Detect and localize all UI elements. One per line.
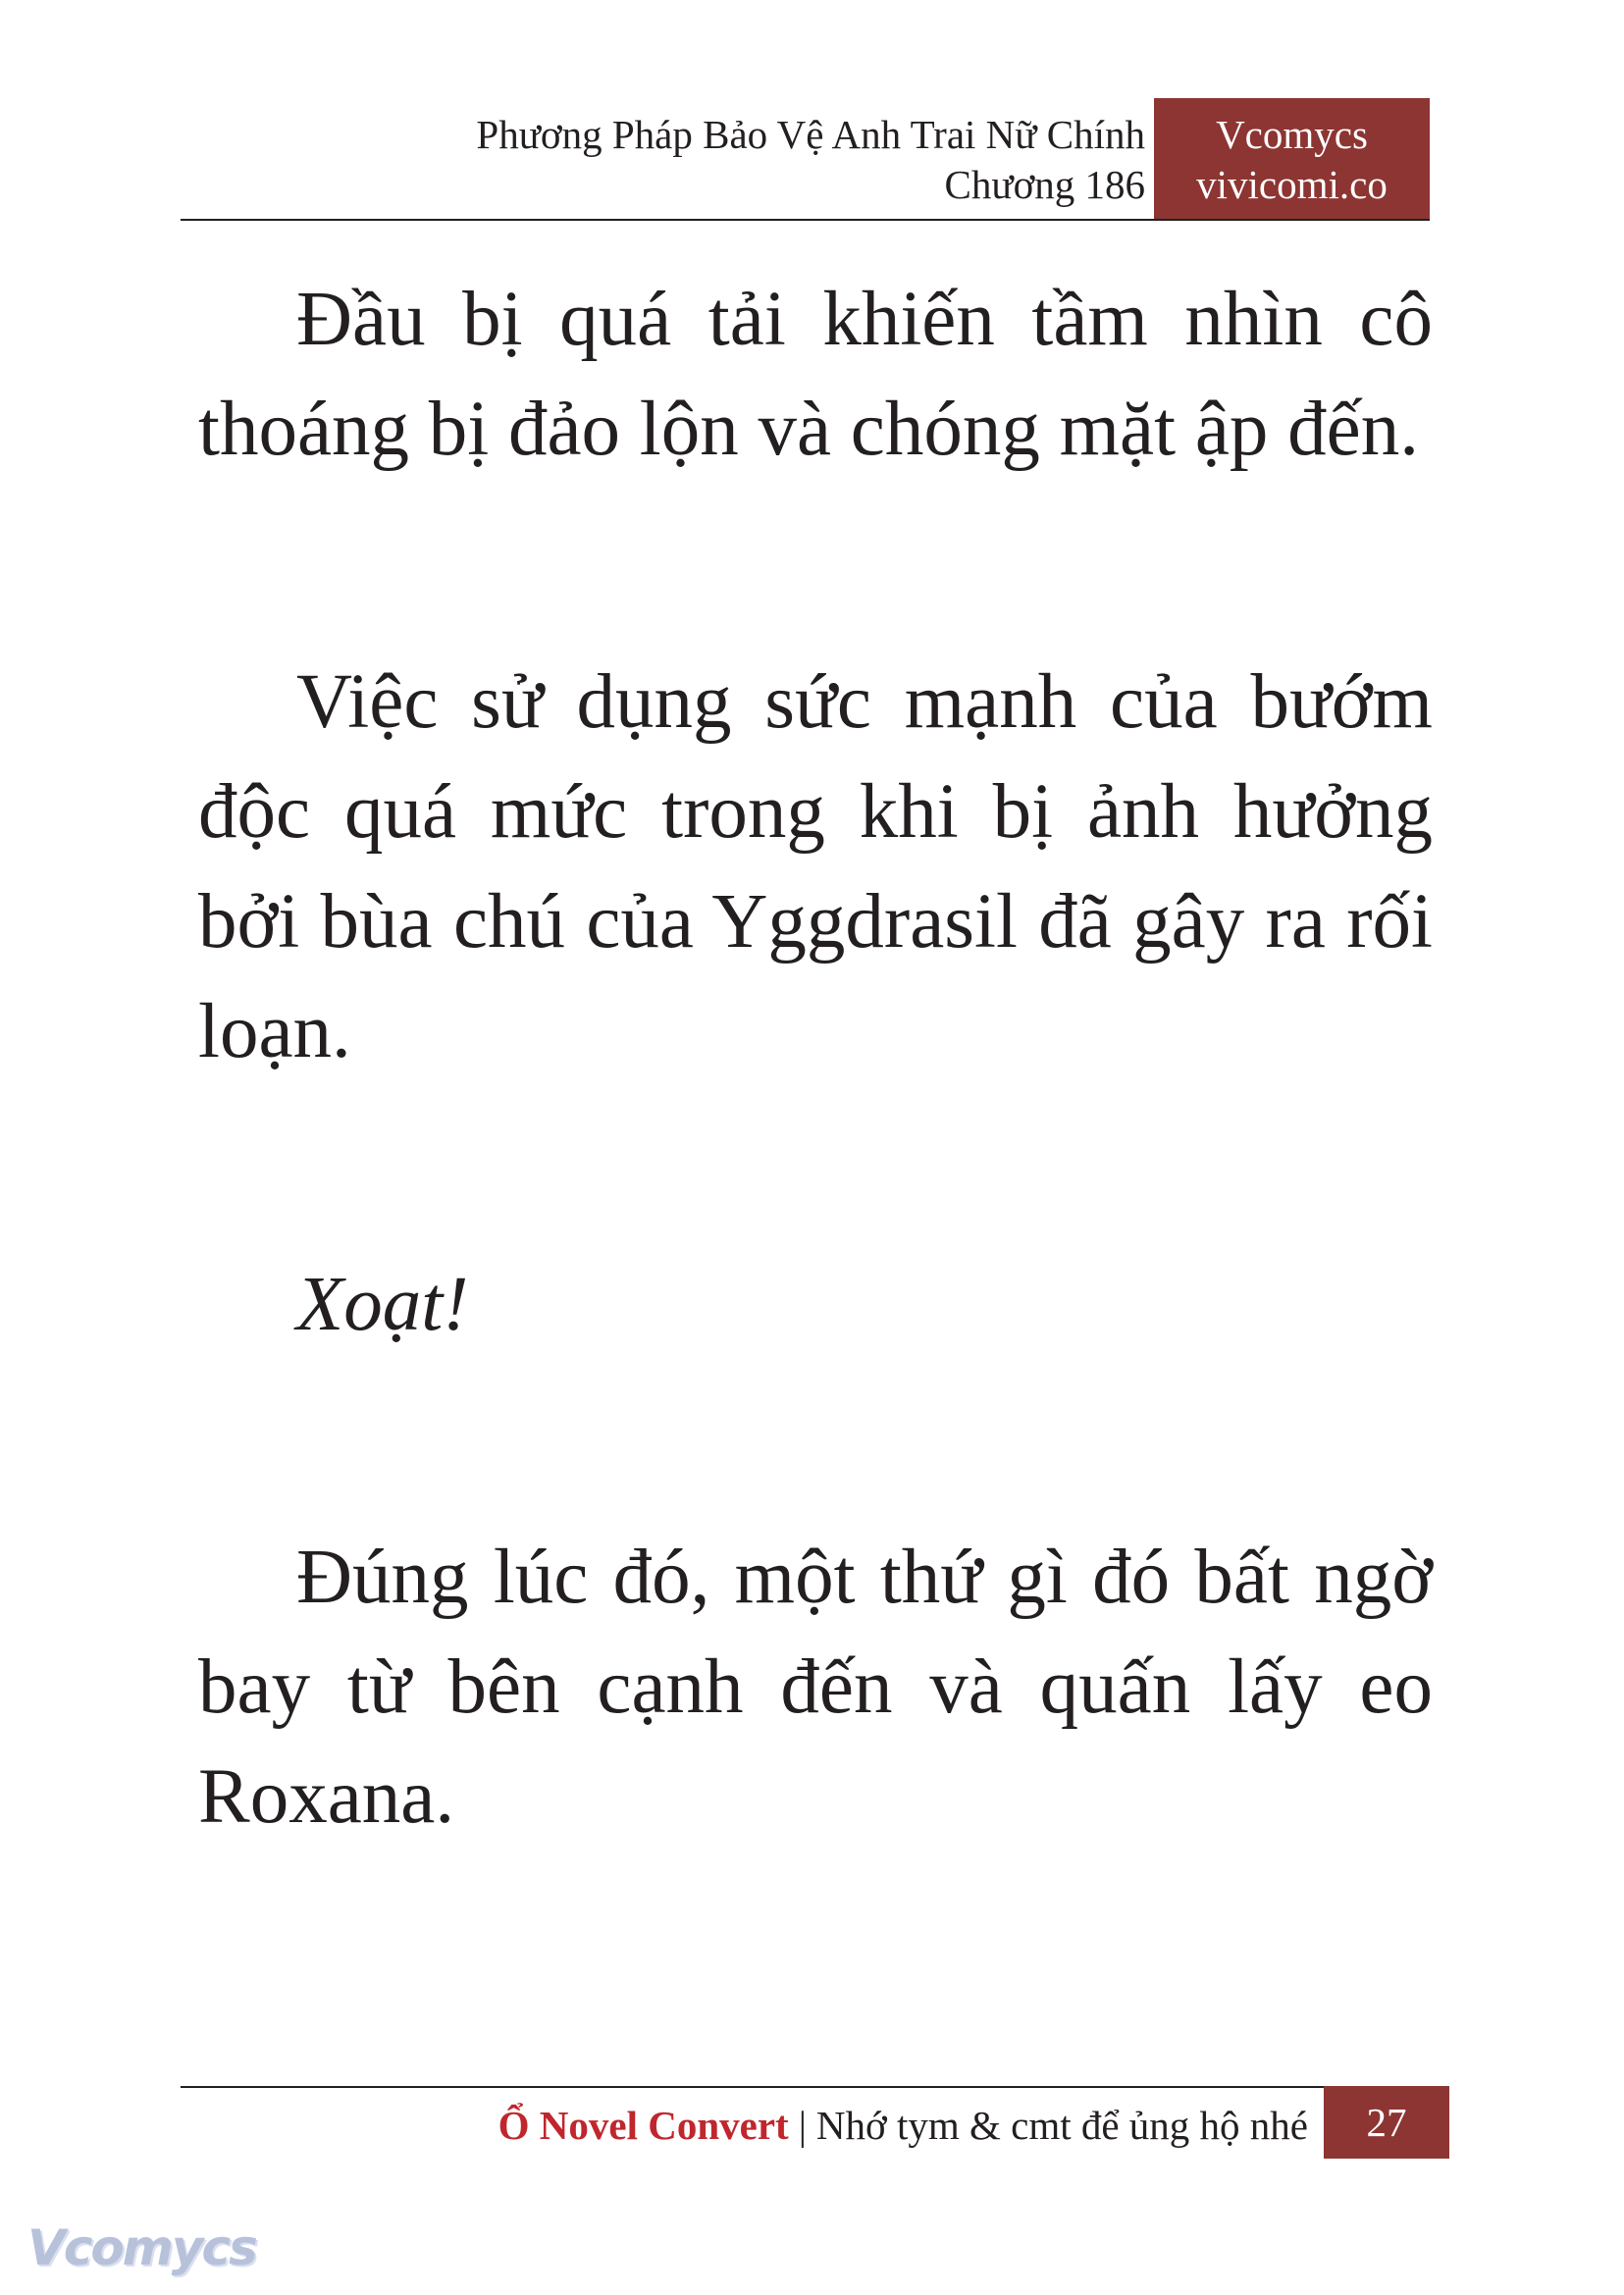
book-title: Phương Pháp Bảo Vệ Anh Trai Nữ Chính [476,112,1145,157]
vcomycs-logo [27,2219,256,2282]
page-footer [498,2100,1308,2151]
chapter-body [198,265,1433,1852]
header-divider [181,219,1430,221]
paragraph: Việc sử dụng sức mạnh của bướm độc quá mức trong khi bị ảnh hưởng bởi bùa chú của Yggdrasil đã gây ra rối loạn. [198,659,1433,1074]
site-url: vivicomi.co [1196,162,1388,207]
site-name: Vcomycs [1216,112,1368,157]
paragraph: Đúng lúc đó, một thứ gì đó bất ngờ bay từ bên cạnh đến và quấn lấy eo Roxana. [198,1535,1433,1840]
paragraph: Đầu bị quá tải khiến tầm nhìn cô thoáng bị đảo lộn và chóng mặt ập đến. [198,277,1433,472]
page-header [476,110,1145,210]
page-number: 27 [1324,2086,1449,2159]
logo-text: Vcomycs [27,2219,256,2276]
chapter-label: Chương 186 [944,162,1145,207]
footer-separator: | [798,2103,807,2148]
footer-message: Nhớ tym & cmt để ủng hộ nhé [815,2103,1308,2148]
sound-effect-paragraph: Xoạt! [296,1262,469,1347]
footer-brand: Ổ Novel Convert [498,2103,789,2148]
footer-divider [181,2086,1324,2088]
site-badge [1154,98,1430,220]
